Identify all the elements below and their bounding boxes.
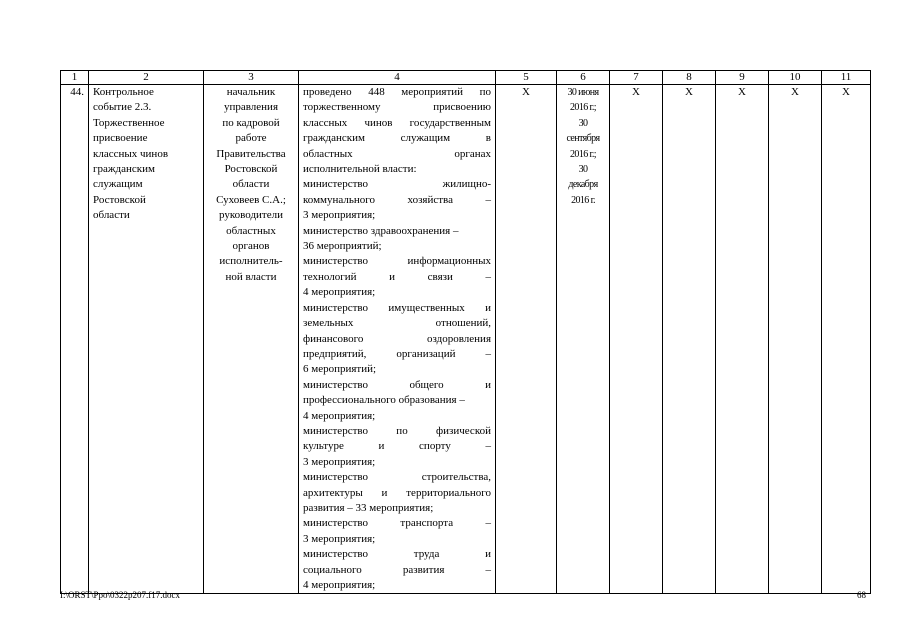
header-cell-8: 8 <box>663 71 716 85</box>
responsible-line: начальник <box>226 86 276 98</box>
result-line: 4 мероприятия; <box>303 579 376 591</box>
result-line: министерство труда и <box>303 548 491 561</box>
responsible-cell <box>204 85 299 594</box>
table-header-row <box>61 71 871 85</box>
header-cell-6: 6 <box>557 71 610 85</box>
event-line: служащим <box>93 178 143 191</box>
header-cell-1: 1 <box>61 71 89 85</box>
result-line: 6 мероприятий; <box>303 363 377 376</box>
result-line: технологий и связи – <box>303 270 491 283</box>
date-line: 30 июня <box>567 87 599 98</box>
result-line: профессионального образования – <box>303 394 465 407</box>
col11-cell: Х <box>822 85 871 594</box>
table-row <box>61 85 871 594</box>
result-line: исполнительной власти: <box>303 163 417 176</box>
file-path: I:\ORST\Ppo\0322p207.f17.docx <box>60 590 181 600</box>
responsible-line: ной власти <box>225 270 277 283</box>
col7-cell: Х <box>610 85 663 594</box>
result-line: проведено 448 мероприятий по <box>303 86 491 98</box>
responsible-line: управления <box>223 101 279 114</box>
header-cell-3: 3 <box>204 71 299 85</box>
result-cell <box>299 85 496 594</box>
result-line: земельных отношений, <box>303 317 491 330</box>
col10-cell: Х <box>769 85 822 594</box>
responsible-line: области <box>232 178 270 191</box>
result-line: 3 мероприятия; <box>303 532 376 545</box>
responsible-line: Ростовской <box>224 163 278 176</box>
result-line: министерство здравоохранения – <box>303 224 459 237</box>
event-line: области <box>93 209 130 222</box>
responsible-line: областных <box>226 224 276 237</box>
header-cell-11: 11 <box>822 71 871 85</box>
responsible-line: Правительства <box>216 147 286 160</box>
data-table <box>60 70 871 594</box>
date-line: 2016 г.; <box>570 102 596 114</box>
event-line: Торжественное <box>93 116 165 129</box>
result-line: торжественному присвоению <box>303 101 491 114</box>
header-cell-2: 2 <box>89 71 204 85</box>
header-cell-7: 7 <box>610 71 663 85</box>
event-line: присвоение <box>93 132 148 145</box>
col9-cell: Х <box>716 85 769 594</box>
result-line: развития – 33 мероприятия; <box>303 501 434 514</box>
date-line: декабря <box>568 179 598 191</box>
event-cell <box>89 85 204 594</box>
event-line: гражданским <box>93 163 155 176</box>
result-line: культуре и спорту – <box>303 440 491 453</box>
result-line: министерство транспорта – <box>303 517 491 530</box>
result-line: министерство строительства, <box>303 471 491 484</box>
responsible-line: органов <box>232 240 270 253</box>
result-line: архитектуры и территориального <box>303 486 491 499</box>
responsible-line: работе <box>235 132 267 145</box>
date-line: 30 <box>578 117 588 129</box>
event-line: классных чинов <box>93 147 169 160</box>
header-cell-4: 4 <box>299 71 496 85</box>
result-line: министерство общего и <box>303 378 491 391</box>
responsible-line: руководители <box>219 209 283 222</box>
result-line: гражданским служащим в <box>303 132 491 145</box>
responsible-line: по кадровой <box>222 116 280 129</box>
responsible-line: исполнитель- <box>219 255 283 268</box>
result-line: 3 мероприятия; <box>303 209 376 222</box>
result-line: министерство имущественных и <box>303 301 491 314</box>
date-line: 2016 г.; <box>570 148 596 160</box>
result-line: классных чинов государственным <box>303 116 491 129</box>
result-line: предприятий, организаций – <box>303 347 491 360</box>
header-cell-5: 5 <box>496 71 557 85</box>
result-line: министерство информационных <box>303 255 491 268</box>
event-line: событие 2.3. <box>93 101 152 114</box>
result-line: коммунального хозяйства – <box>303 193 491 206</box>
dates-cell <box>557 85 610 594</box>
result-line: 4 мероприятия; <box>303 409 376 422</box>
result-line: министерство по физической <box>303 424 491 437</box>
header-cell-9: 9 <box>716 71 769 85</box>
date-line: 2016 г. <box>571 194 595 206</box>
result-line: 4 мероприятия; <box>303 286 376 299</box>
result-line: социального развития – <box>303 563 491 576</box>
result-line: министерство жилищно- <box>303 178 491 191</box>
date-line: 30 <box>578 164 588 176</box>
event-line: Ростовской <box>93 193 146 206</box>
header-cell-10: 10 <box>769 71 822 85</box>
date-line: сентября <box>566 133 600 145</box>
responsible-line: Суховеев С.А.; <box>216 193 286 206</box>
result-line: 3 мероприятия; <box>303 455 376 468</box>
row-number: 44. <box>61 85 89 594</box>
col8-cell: Х <box>663 85 716 594</box>
page-number: 68 <box>857 590 866 600</box>
result-line: 36 мероприятий; <box>303 240 382 253</box>
event-line: Контрольное <box>93 86 154 98</box>
result-line: областных органах <box>303 147 491 160</box>
result-line: финансового оздоровления <box>303 332 491 345</box>
col5-cell: Х <box>496 85 557 594</box>
